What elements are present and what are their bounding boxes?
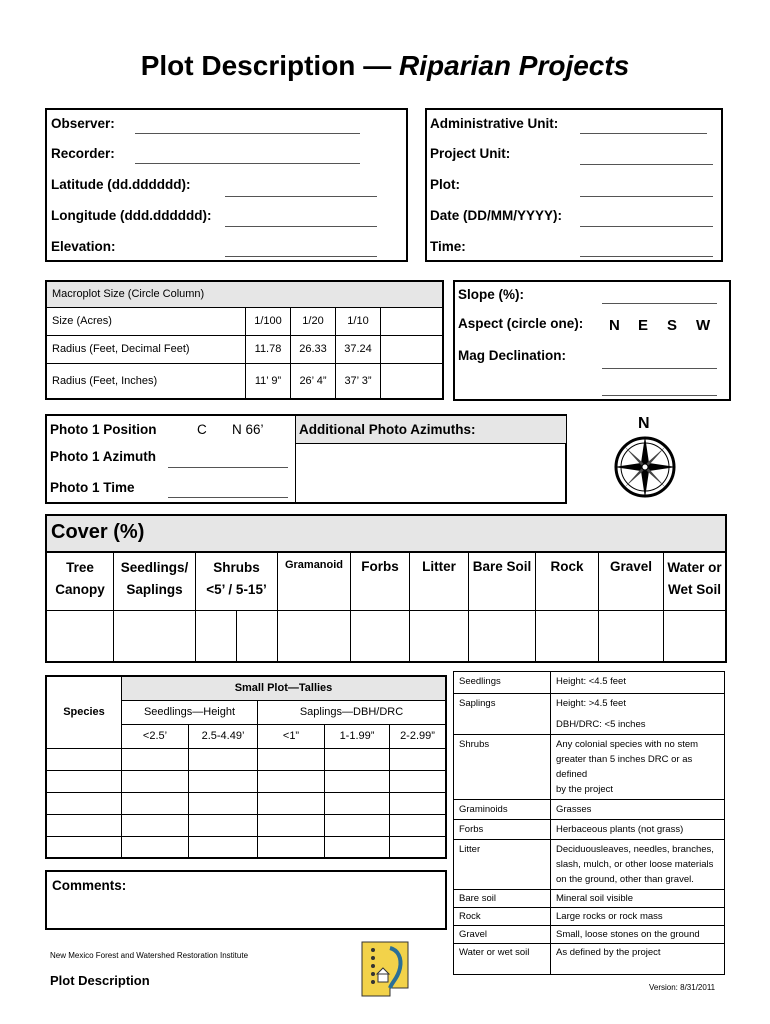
observer-field[interactable] [135,133,360,134]
cover-value-cell[interactable] [410,610,469,661]
tally-cell[interactable] [325,814,390,836]
plot-field[interactable] [580,196,713,197]
tally-cell[interactable] [122,836,189,858]
slope-field[interactable] [602,303,717,304]
macroplot-cell[interactable]: 1/100 [246,307,291,335]
definition-line: Height: <4.5 feet [556,676,626,687]
tally-cell[interactable] [390,814,447,836]
version-label: Version: 8/31/2011 [649,983,716,992]
cover-col-gravel: Gravel [599,553,664,610]
macroplot-cell[interactable]: 26’ 4” [291,363,336,399]
table-row [46,748,446,770]
cover-col-rock: Rock [536,553,599,610]
definition-text [551,908,725,926]
tallies-table [45,675,447,859]
tally-cell[interactable] [390,792,447,814]
latitude-label: Latitude (dd.dddddd): [51,177,191,192]
cover-value-cell[interactable] [599,610,664,661]
tally-cell[interactable] [46,748,122,770]
macroplot-row-label: Radius (Feet, Inches) [46,363,246,399]
definition-term: Graminoids [454,800,551,820]
tally-cell[interactable] [122,748,189,770]
definition-term: Bare soil [454,890,551,908]
tally-subcol: 2-2.99” [390,724,447,748]
cover-col-l2: <5’ / 5-15’ [206,582,267,597]
date-label: Date (DD/MM/YYYY): [430,208,563,223]
definition-line: on the ground, other than gravel. [556,874,694,885]
tally-cell[interactable] [258,770,325,792]
tally-subcol: <1” [258,724,325,748]
macroplot-header: Macroplot Size (Circle Column) [46,281,443,307]
tally-cell[interactable] [189,836,258,858]
cover-col-l2: Saplings [126,582,183,597]
tally-cell[interactable] [46,836,122,858]
definition-row [454,800,725,820]
project-unit-label: Project Unit: [430,146,511,161]
definition-term: Gravel [454,926,551,944]
definitions-table [453,671,725,975]
tally-cell[interactable] [325,748,390,770]
definition-line: by the project [556,784,614,795]
tallies-header: Small Plot—Tallies [122,676,447,700]
cover-value-cell[interactable] [47,610,114,661]
cover-col-l1: Water or [667,560,722,575]
definition-row [454,926,725,944]
project-unit-field[interactable] [580,164,713,165]
macroplot-cell[interactable]: 26.33 [291,335,336,363]
plot-label: Plot: [430,177,460,192]
cover-value-cell[interactable] [664,610,726,661]
cover-title: Cover (%) [51,521,145,543]
table-row [46,836,446,858]
photo-azimuth-label: Photo 1 Azimuth [50,449,156,464]
definition-text [551,820,725,840]
comments-label: Comments: [52,878,127,893]
tally-cell[interactable] [390,770,447,792]
photo-position-label: Photo 1 Position [50,422,157,437]
time-field[interactable] [580,256,713,257]
tally-cell[interactable] [325,770,390,792]
date-field[interactable] [580,226,713,227]
definition-line: greater than 5 inches DRC or as defined [556,754,693,780]
cover-header-bg [47,516,725,553]
species-header: Species [46,676,122,748]
additional-azimuths-label: Additional Photo Azimuths: [299,422,476,437]
cover-col-forbs: Forbs [351,553,410,610]
tally-cell[interactable] [46,792,122,814]
photo-azimuth-field[interactable] [168,467,288,468]
definition-text [551,694,725,735]
macroplot-cell[interactable] [381,363,444,399]
tally-cell[interactable] [122,814,189,836]
definition-line: Large rocks or rock mass [556,911,663,922]
title-italic: Riparian Projects [398,50,630,81]
compass-n-label: N [638,415,650,432]
cover-value-cell[interactable] [114,610,196,661]
definition-row [454,944,725,975]
tally-cell[interactable] [258,748,325,770]
definition-line: Small, loose stones on the ground [556,929,700,940]
definition-line: Height: >4.5 feet [556,698,626,709]
tally-cell[interactable] [189,770,258,792]
cover-col-l1: Shrubs [213,560,260,575]
photo-time-label: Photo 1 Time [50,480,135,495]
cover-value-cell[interactable] [469,610,536,661]
definition-text [551,926,725,944]
elevation-label: Elevation: [51,239,116,254]
cover-col-l2: Canopy [55,582,105,597]
compass-rose-icon [612,434,678,500]
mag-declination-field[interactable] [602,368,717,369]
cover-col-l1: Tree [66,560,94,575]
definition-term: Litter [454,840,551,890]
aspect-w[interactable]: W [696,317,711,334]
elevation-field[interactable] [225,256,377,257]
latitude-field[interactable] [225,196,377,197]
macroplot-cell[interactable] [381,307,444,335]
macroplot-cell[interactable]: 37.24 [336,335,381,363]
macroplot-row-label: Size (Acres) [46,307,246,335]
definition-row [454,890,725,908]
observer-label: Observer: [51,116,115,131]
cover-col-litter: Litter [410,553,469,610]
longitude-label: Longitude (ddd.dddddd): [51,208,212,223]
time-label: Time: [430,239,466,254]
cover-col-gramanoid: Gramanoid [278,553,351,610]
cover-col-bare-soil: Bare Soil [469,553,536,610]
tally-cell[interactable] [189,814,258,836]
definition-row [454,820,725,840]
cover-col-l2: Wet Soil [667,582,721,597]
slope-label: Slope (%): [458,287,524,302]
definition-text [551,840,725,890]
definition-text [551,800,725,820]
photo-position-n: N 66’ [232,422,264,437]
cover-col-seedlings [114,553,196,610]
tally-cell[interactable] [258,836,325,858]
definition-line: Deciduousleaves, needles, branches, [556,844,714,855]
cover-value-cell[interactable] [278,610,351,661]
definition-term: Rock [454,908,551,926]
mag-declination-field-2[interactable] [602,395,717,396]
aspect-s[interactable]: S [667,317,678,334]
macroplot-row-label: Radius (Feet, Decimal Feet) [46,335,246,363]
definition-text [551,890,725,908]
table-row [46,792,446,814]
cover-col-water [664,553,726,610]
footer-doc-title: Plot Description [50,973,150,988]
definition-term: Water or wet soil [454,944,551,975]
photo-position-c: C [197,422,207,437]
macroplot-cell[interactable]: 11.78 [246,335,291,363]
definition-line: DBH/DRC: <5 inches [556,719,646,730]
aspect-label: Aspect (circle one): [458,316,584,331]
definition-line: Herbaceous plants (not grass) [556,824,684,835]
definition-text [551,672,725,694]
seedlings-height-header: Seedlings—Height [122,700,258,724]
cover-col-shrubs [196,553,278,610]
definition-row [454,672,725,694]
macroplot-cell[interactable]: 1/20 [291,307,336,335]
definition-line: Mineral soil visible [556,893,634,904]
tally-cell[interactable] [189,748,258,770]
macroplot-table [45,280,444,400]
mag-declination-label: Mag Declination: [458,348,567,363]
recorder-label: Recorder: [51,146,115,161]
cover-columns [47,553,725,661]
tally-cell[interactable] [122,770,189,792]
aspect-n[interactable]: N [609,317,620,334]
photo-time-field[interactable] [168,497,288,498]
cover-col-l1: Seedlings/ [120,560,189,575]
definition-text [551,735,725,800]
definition-line: Any colonial species with no stem [556,739,699,750]
cover-value-cell[interactable] [351,610,410,661]
tally-cell[interactable] [390,836,447,858]
cover-value-cell[interactable] [237,610,278,661]
definition-row [454,908,725,926]
definition-term: Seedlings [454,672,551,694]
admin-unit-label: Administrative Unit: [430,116,559,131]
cover-table [47,553,725,661]
institute-name: New Mexico Forest and Watershed Restoration Institute [50,951,249,960]
macroplot-cell[interactable] [381,335,444,363]
tally-cell[interactable] [390,748,447,770]
page-title [0,50,770,82]
photo-divider [295,416,296,502]
definition-line: Grasses [556,804,592,815]
cover-value-cell[interactable] [196,610,237,661]
tally-subcol: <2.5’ [122,724,189,748]
tally-subcol: 2.5-4.49’ [189,724,258,748]
tally-cell[interactable] [46,770,122,792]
definition-line: As defined by the project [556,947,661,958]
tally-cell[interactable] [258,814,325,836]
cover-col-tree [47,553,114,610]
tally-cell[interactable] [325,792,390,814]
macroplot-cell[interactable]: 1/10 [336,307,381,335]
definition-text [551,944,725,975]
tally-subcol: 1-1.99” [325,724,390,748]
definition-row [454,840,725,890]
nmfwri-logo-icon [360,940,410,998]
admin-box [425,108,723,262]
table-row [46,814,446,836]
tally-cell[interactable] [122,792,189,814]
definition-row [454,694,725,735]
tally-cell[interactable] [46,814,122,836]
table-row [46,770,446,792]
aspect-e[interactable]: E [638,317,649,334]
definition-term: Forbs [454,820,551,840]
tally-cell[interactable] [189,792,258,814]
tally-cell[interactable] [325,836,390,858]
title-plain: Plot Description — [140,50,392,81]
cover-value-cell[interactable] [536,610,599,661]
macroplot-cell[interactable]: 11’ 9” [246,363,291,399]
tally-cell[interactable] [258,792,325,814]
definition-term: Shrubs [454,735,551,800]
saplings-dbh-header: Saplings—DBH/DRC [258,700,447,724]
macroplot-cell[interactable]: 37’ 3” [336,363,381,399]
admin-unit-field[interactable] [580,133,707,134]
definition-line: slash, mulch, or other loose materials [556,859,714,870]
definition-row [454,735,725,800]
recorder-field[interactable] [135,163,360,164]
longitude-field[interactable] [225,226,377,227]
definition-term: Saplings [454,694,551,735]
